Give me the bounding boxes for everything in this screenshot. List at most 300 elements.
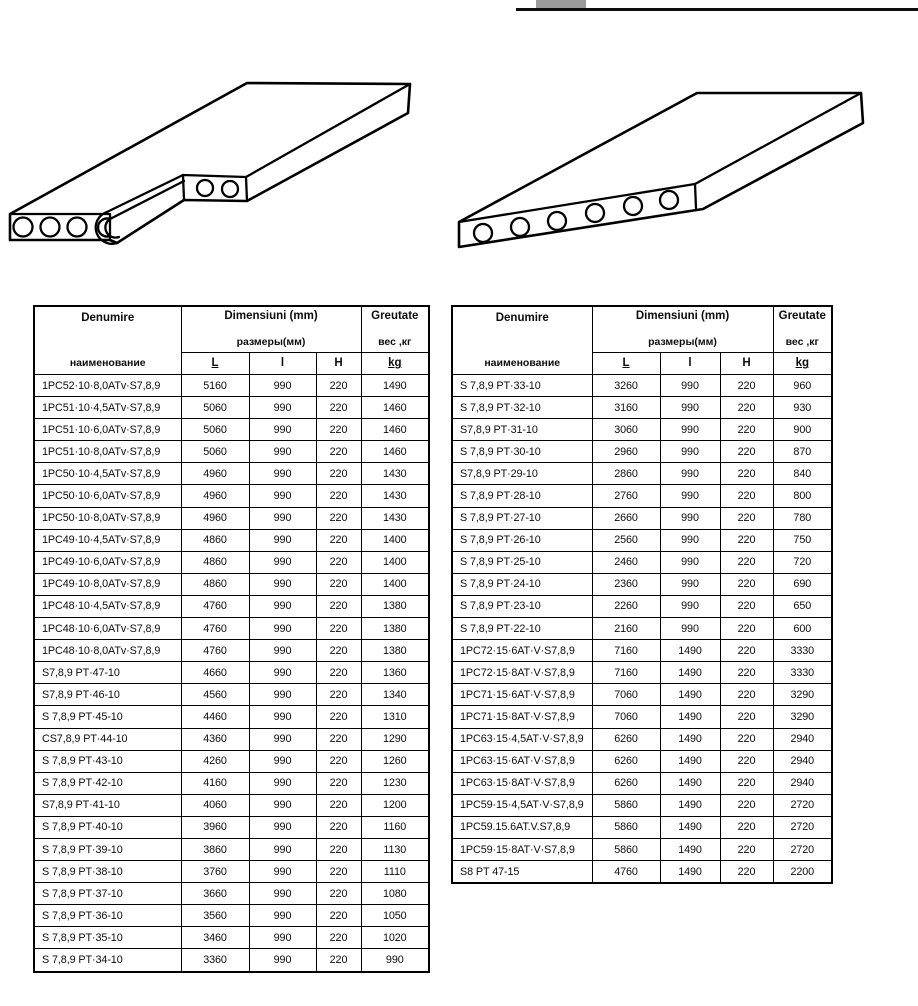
product-name-cell: S 7,8,9 PT·25-10 bbox=[452, 551, 592, 573]
value-cell: 990 bbox=[249, 485, 316, 507]
value-cell: 990 bbox=[249, 375, 316, 397]
value-cell: 990 bbox=[660, 573, 720, 595]
value-cell: 1490 bbox=[660, 816, 720, 838]
value-cell: 960 bbox=[773, 375, 832, 397]
value-cell: 220 bbox=[720, 551, 773, 573]
table-row bbox=[34, 463, 429, 485]
value-cell: 220 bbox=[720, 640, 773, 662]
value-cell: 5160 bbox=[181, 375, 249, 397]
table-row bbox=[34, 551, 429, 573]
value-cell: 2720 bbox=[773, 816, 832, 838]
table-body-right bbox=[452, 375, 832, 884]
product-name-cell: S 7,8,9 PT·40-10 bbox=[34, 816, 181, 838]
value-cell: 1490 bbox=[361, 375, 429, 397]
value-cell: 5860 bbox=[592, 794, 660, 816]
value-cell: 1490 bbox=[660, 640, 720, 662]
value-cell: 990 bbox=[249, 794, 316, 816]
value-cell: 650 bbox=[773, 595, 832, 617]
header-denumire bbox=[452, 306, 592, 375]
value-cell: 5060 bbox=[181, 441, 249, 463]
product-name-cell: S 7,8,9 PT·42-10 bbox=[34, 772, 181, 794]
header-dimensiuni-ro: Dimensiuni (mm) bbox=[224, 310, 318, 323]
table-row bbox=[452, 706, 832, 728]
value-cell: 4560 bbox=[181, 684, 249, 706]
product-name-cell: 1PC51·10·6,0ATv·S7,8,9 bbox=[34, 419, 181, 441]
product-name-cell: 1PC49·10·8,0ATv·S7,8,9 bbox=[34, 573, 181, 595]
value-cell: 990 bbox=[249, 662, 316, 684]
table-row bbox=[34, 706, 429, 728]
header-denumire-ru: наименование bbox=[484, 357, 561, 370]
table-row bbox=[34, 772, 429, 794]
value-cell: 1430 bbox=[361, 485, 429, 507]
value-cell: 990 bbox=[249, 397, 316, 419]
product-name-cell: S7,8,9 PT·47-10 bbox=[34, 662, 181, 684]
value-cell: 220 bbox=[720, 441, 773, 463]
product-name-cell: S 7,8,9 PT·35-10 bbox=[34, 927, 181, 949]
value-cell: 1160 bbox=[361, 816, 429, 838]
value-cell: 990 bbox=[249, 927, 316, 949]
value-cell: 1400 bbox=[361, 573, 429, 595]
value-cell: 990 bbox=[660, 507, 720, 529]
value-cell: 1020 bbox=[361, 927, 429, 949]
product-name-cell: S 7,8,9 PT·34-10 bbox=[34, 949, 181, 972]
product-name-cell: S 7,8,9 PT·32-10 bbox=[452, 397, 592, 419]
value-cell: 220 bbox=[720, 618, 773, 640]
value-cell: 220 bbox=[316, 883, 361, 905]
header-col-l: l bbox=[249, 352, 316, 374]
product-name-cell: S 7,8,9 PT·36-10 bbox=[34, 905, 181, 927]
value-cell: 5060 bbox=[181, 419, 249, 441]
product-name-cell: S7,8,9 PT·29-10 bbox=[452, 463, 592, 485]
value-cell: 220 bbox=[316, 375, 361, 397]
table-row bbox=[34, 949, 429, 972]
product-name-cell: 1PC50·10·8,0ATv·S7,8,9 bbox=[34, 507, 181, 529]
value-cell: 990 bbox=[660, 485, 720, 507]
value-cell: 2960 bbox=[592, 441, 660, 463]
spec-table-left bbox=[33, 305, 430, 973]
value-cell: 990 bbox=[249, 883, 316, 905]
value-cell: 1490 bbox=[660, 750, 720, 772]
value-cell: 750 bbox=[773, 529, 832, 551]
value-cell: 1080 bbox=[361, 883, 429, 905]
header-denumire-ro: Denumire bbox=[495, 312, 549, 324]
value-cell: 4160 bbox=[181, 772, 249, 794]
product-name-cell: S 7,8,9 PT·33-10 bbox=[452, 375, 592, 397]
value-cell: 220 bbox=[316, 750, 361, 772]
value-cell: 2940 bbox=[773, 772, 832, 794]
table-row bbox=[34, 640, 429, 662]
table-row bbox=[34, 883, 429, 905]
header-dimensiuni-ru: размеры(мм) bbox=[236, 335, 306, 348]
table-row bbox=[34, 375, 429, 397]
value-cell: 990 bbox=[660, 529, 720, 551]
header-denumire-ru: наименование bbox=[69, 357, 146, 370]
table-row bbox=[452, 441, 832, 463]
table-row bbox=[34, 662, 429, 684]
value-cell: 3960 bbox=[181, 816, 249, 838]
table-row bbox=[452, 816, 832, 838]
table-row bbox=[34, 485, 429, 507]
product-name-cell: 1PC71·15·6AT·V·S7,8,9 bbox=[452, 684, 592, 706]
header-dimensiuni bbox=[592, 306, 773, 352]
product-name-cell: S 7,8,9 PT·24-10 bbox=[452, 573, 592, 595]
product-name-cell: S 7,8,9 PT·30-10 bbox=[452, 441, 592, 463]
value-cell: 4760 bbox=[181, 595, 249, 617]
value-cell: 3860 bbox=[181, 838, 249, 860]
value-cell: 4760 bbox=[181, 640, 249, 662]
value-cell: 220 bbox=[720, 772, 773, 794]
value-cell: 220 bbox=[720, 485, 773, 507]
value-cell: 4660 bbox=[181, 662, 249, 684]
value-cell: 4960 bbox=[181, 463, 249, 485]
value-cell: 3160 bbox=[592, 397, 660, 419]
product-name-cell: S 7,8,9 PT·27-10 bbox=[452, 507, 592, 529]
product-name-cell: S7,8,9 PT·31-10 bbox=[452, 419, 592, 441]
product-name-cell: 1PC50·10·4,5ATv·S7,8,9 bbox=[34, 463, 181, 485]
value-cell: 220 bbox=[316, 463, 361, 485]
product-name-cell: S 7,8,9 PT·22-10 bbox=[452, 618, 592, 640]
value-cell: 990 bbox=[249, 618, 316, 640]
product-name-cell: 1PC50·10·6,0ATv·S7,8,9 bbox=[34, 485, 181, 507]
value-cell: 220 bbox=[316, 772, 361, 794]
value-cell: 220 bbox=[720, 861, 773, 884]
value-cell: 220 bbox=[316, 507, 361, 529]
header-denumire bbox=[34, 306, 181, 375]
value-cell: 930 bbox=[773, 397, 832, 419]
table-row bbox=[452, 573, 832, 595]
value-cell: 1430 bbox=[361, 507, 429, 529]
value-cell: 220 bbox=[316, 573, 361, 595]
value-cell: 4260 bbox=[181, 750, 249, 772]
value-cell: 4960 bbox=[181, 507, 249, 529]
value-cell: 990 bbox=[660, 375, 720, 397]
value-cell: 6260 bbox=[592, 728, 660, 750]
value-cell: 6260 bbox=[592, 750, 660, 772]
product-name-cell: 1PC72·15·6AT·V·S7,8,9 bbox=[452, 640, 592, 662]
value-cell: 1460 bbox=[361, 419, 429, 441]
value-cell: 3330 bbox=[773, 662, 832, 684]
value-cell: 990 bbox=[249, 441, 316, 463]
value-cell: 2860 bbox=[592, 463, 660, 485]
table-row bbox=[452, 419, 832, 441]
table-row bbox=[34, 595, 429, 617]
product-name-cell: CS7,8,9 PT·44-10 bbox=[34, 728, 181, 750]
table-header bbox=[34, 306, 429, 375]
product-name-cell: S 7,8,9 PT·45-10 bbox=[34, 706, 181, 728]
value-cell: 2200 bbox=[773, 861, 832, 884]
value-cell: 3290 bbox=[773, 684, 832, 706]
value-cell: 220 bbox=[316, 816, 361, 838]
value-cell: 4860 bbox=[181, 573, 249, 595]
value-cell: 1310 bbox=[361, 706, 429, 728]
value-cell: 5060 bbox=[181, 397, 249, 419]
value-cell: 1200 bbox=[361, 794, 429, 816]
window-edge-line bbox=[516, 8, 918, 11]
value-cell: 1360 bbox=[361, 662, 429, 684]
table-row bbox=[34, 794, 429, 816]
value-cell: 4060 bbox=[181, 794, 249, 816]
product-name-cell: 1PC59·15·8AT·V·S7,8,9 bbox=[452, 838, 592, 860]
slab-figures bbox=[0, 60, 918, 272]
value-cell: 2940 bbox=[773, 728, 832, 750]
table-row bbox=[34, 419, 429, 441]
value-cell: 220 bbox=[720, 684, 773, 706]
value-cell: 4760 bbox=[181, 618, 249, 640]
value-cell: 1290 bbox=[361, 728, 429, 750]
value-cell: 990 bbox=[660, 551, 720, 573]
value-cell: 3760 bbox=[181, 861, 249, 883]
value-cell: 990 bbox=[249, 816, 316, 838]
value-cell: 220 bbox=[316, 595, 361, 617]
value-cell: 220 bbox=[720, 728, 773, 750]
value-cell: 220 bbox=[316, 728, 361, 750]
value-cell: 990 bbox=[249, 595, 316, 617]
value-cell: 990 bbox=[249, 529, 316, 551]
product-name-cell: 1PC48·10·8,0ATv·S7,8,9 bbox=[34, 640, 181, 662]
product-name-cell: 1PC72·15·8AT·V·S7,8,9 bbox=[452, 662, 592, 684]
value-cell: 1490 bbox=[660, 838, 720, 860]
value-cell: 2560 bbox=[592, 529, 660, 551]
header-col-L: L bbox=[181, 352, 249, 374]
value-cell: 1110 bbox=[361, 861, 429, 883]
value-cell: 2660 bbox=[592, 507, 660, 529]
header-dimensiuni-ro: Dimensiuni (mm) bbox=[635, 310, 730, 323]
value-cell: 220 bbox=[720, 706, 773, 728]
value-cell: 1130 bbox=[361, 838, 429, 860]
value-cell: 1430 bbox=[361, 463, 429, 485]
value-cell: 990 bbox=[660, 441, 720, 463]
value-cell: 4460 bbox=[181, 706, 249, 728]
value-cell: 220 bbox=[720, 816, 773, 838]
table-row bbox=[34, 838, 429, 860]
header-col-H: H bbox=[720, 352, 773, 374]
value-cell: 220 bbox=[720, 750, 773, 772]
value-cell: 3330 bbox=[773, 640, 832, 662]
value-cell: 3560 bbox=[181, 905, 249, 927]
value-cell: 1490 bbox=[660, 684, 720, 706]
value-cell: 220 bbox=[316, 618, 361, 640]
value-cell: 1400 bbox=[361, 551, 429, 573]
value-cell: 990 bbox=[249, 728, 316, 750]
value-cell: 220 bbox=[720, 794, 773, 816]
header-greutate-ru: вес ,кг bbox=[785, 335, 819, 348]
value-cell: 4860 bbox=[181, 529, 249, 551]
value-cell: 1380 bbox=[361, 640, 429, 662]
table-row bbox=[452, 728, 832, 750]
value-cell: 220 bbox=[720, 507, 773, 529]
value-cell: 220 bbox=[316, 551, 361, 573]
product-name-cell: 1PC48·10·6,0ATv·S7,8,9 bbox=[34, 618, 181, 640]
product-name-cell: 1PC51·10·8,0ATv·S7,8,9 bbox=[34, 441, 181, 463]
product-name-cell: 1PC59·15·4,5AT·V·S7,8,9 bbox=[452, 794, 592, 816]
value-cell: 220 bbox=[720, 573, 773, 595]
table-row bbox=[452, 640, 832, 662]
value-cell: 990 bbox=[249, 573, 316, 595]
table-row bbox=[452, 507, 832, 529]
value-cell: 220 bbox=[316, 838, 361, 860]
table-row bbox=[452, 397, 832, 419]
value-cell: 600 bbox=[773, 618, 832, 640]
value-cell: 220 bbox=[316, 927, 361, 949]
value-cell: 990 bbox=[249, 861, 316, 883]
value-cell: 990 bbox=[249, 419, 316, 441]
header-greutate-ru: вес ,кг bbox=[378, 335, 412, 348]
value-cell: 1380 bbox=[361, 618, 429, 640]
value-cell: 1490 bbox=[660, 728, 720, 750]
product-name-cell: 1PC63·15·4,5AT·V·S7,8,9 bbox=[452, 728, 592, 750]
product-name-cell: S 7,8,9 PT·37-10 bbox=[34, 883, 181, 905]
table-body-left bbox=[34, 375, 429, 972]
value-cell: 990 bbox=[660, 595, 720, 617]
product-name-cell: 1PC49·10·6,0ATv·S7,8,9 bbox=[34, 551, 181, 573]
value-cell: 220 bbox=[720, 375, 773, 397]
value-cell: 990 bbox=[660, 463, 720, 485]
value-cell: 990 bbox=[249, 750, 316, 772]
value-cell: 1050 bbox=[361, 905, 429, 927]
value-cell: 220 bbox=[316, 949, 361, 972]
value-cell: 1460 bbox=[361, 441, 429, 463]
value-cell: 990 bbox=[249, 706, 316, 728]
value-cell: 4960 bbox=[181, 485, 249, 507]
value-cell: 7060 bbox=[592, 684, 660, 706]
value-cell: 990 bbox=[249, 838, 316, 860]
value-cell: 1490 bbox=[660, 662, 720, 684]
value-cell: 6260 bbox=[592, 772, 660, 794]
value-cell: 220 bbox=[316, 485, 361, 507]
value-cell: 7060 bbox=[592, 706, 660, 728]
product-name-cell: 1PC49·10·4,5ATv·S7,8,9 bbox=[34, 529, 181, 551]
value-cell: 990 bbox=[660, 397, 720, 419]
value-cell: 990 bbox=[249, 463, 316, 485]
value-cell: 2760 bbox=[592, 485, 660, 507]
product-name-cell: S 7,8,9 PT·38-10 bbox=[34, 861, 181, 883]
value-cell: 220 bbox=[316, 640, 361, 662]
value-cell: 220 bbox=[316, 861, 361, 883]
product-name-cell: S7,8,9 PT·46-10 bbox=[34, 684, 181, 706]
value-cell: 220 bbox=[316, 441, 361, 463]
value-cell: 690 bbox=[773, 573, 832, 595]
value-cell: 220 bbox=[720, 595, 773, 617]
value-cell: 1340 bbox=[361, 684, 429, 706]
product-name-cell: S7,8,9 PT·41-10 bbox=[34, 794, 181, 816]
product-name-cell: 1PC51·10·4,5ATv·S7,8,9 bbox=[34, 397, 181, 419]
value-cell: 3360 bbox=[181, 949, 249, 972]
product-name-cell: 1PC59.15.6AT.V.S7,8,9 bbox=[452, 816, 592, 838]
product-name-cell: 1PC63·15·6AT·V·S7,8,9 bbox=[452, 750, 592, 772]
value-cell: 220 bbox=[316, 419, 361, 441]
value-cell: 220 bbox=[720, 662, 773, 684]
value-cell: 2940 bbox=[773, 750, 832, 772]
value-cell: 7160 bbox=[592, 662, 660, 684]
value-cell: 220 bbox=[720, 419, 773, 441]
table-row bbox=[452, 838, 832, 860]
table-row bbox=[34, 750, 429, 772]
table-row bbox=[452, 463, 832, 485]
value-cell: 220 bbox=[316, 794, 361, 816]
value-cell: 3460 bbox=[181, 927, 249, 949]
header-dimensiuni bbox=[181, 306, 361, 352]
value-cell: 3290 bbox=[773, 706, 832, 728]
value-cell: 1490 bbox=[660, 772, 720, 794]
product-name-cell: S 7,8,9 PT·28-10 bbox=[452, 485, 592, 507]
value-cell: 5860 bbox=[592, 838, 660, 860]
value-cell: 3060 bbox=[592, 419, 660, 441]
spec-table-right bbox=[451, 305, 833, 884]
value-cell: 990 bbox=[249, 551, 316, 573]
value-cell: 4360 bbox=[181, 728, 249, 750]
value-cell: 1260 bbox=[361, 750, 429, 772]
value-cell: 780 bbox=[773, 507, 832, 529]
header-greutate bbox=[361, 306, 429, 352]
value-cell: 2160 bbox=[592, 618, 660, 640]
value-cell: 1490 bbox=[660, 794, 720, 816]
table-row bbox=[34, 507, 429, 529]
product-name-cell: 1PC52·10·8,0ATv·S7,8,9 bbox=[34, 375, 181, 397]
header-greutate-ro: Greutate bbox=[778, 310, 826, 323]
value-cell: 220 bbox=[316, 662, 361, 684]
value-cell: 840 bbox=[773, 463, 832, 485]
value-cell: 990 bbox=[249, 949, 316, 972]
value-cell: 870 bbox=[773, 441, 832, 463]
header-greutate bbox=[773, 306, 832, 352]
hollow-core-slab-side-drawing bbox=[459, 93, 863, 247]
table-row bbox=[452, 861, 832, 884]
header-col-L: L bbox=[592, 352, 660, 374]
header-greutate-ro: Greutate bbox=[371, 310, 419, 323]
value-cell: 5860 bbox=[592, 816, 660, 838]
header-col-l: l bbox=[660, 352, 720, 374]
header-dimensiuni-ru: размеры(мм) bbox=[648, 335, 717, 348]
value-cell: 2260 bbox=[592, 595, 660, 617]
value-cell: 220 bbox=[316, 905, 361, 927]
value-cell: 220 bbox=[720, 463, 773, 485]
value-cell: 2360 bbox=[592, 573, 660, 595]
value-cell: 3660 bbox=[181, 883, 249, 905]
table-row bbox=[452, 684, 832, 706]
value-cell: 1380 bbox=[361, 595, 429, 617]
product-name-cell: S 7,8,9 PT·43-10 bbox=[34, 750, 181, 772]
value-cell: 7160 bbox=[592, 640, 660, 662]
value-cell: 990 bbox=[249, 507, 316, 529]
value-cell: 220 bbox=[316, 684, 361, 706]
table-row bbox=[452, 662, 832, 684]
header-denumire-ro: Denumire bbox=[81, 312, 135, 324]
value-cell: 990 bbox=[249, 905, 316, 927]
table-row bbox=[34, 861, 429, 883]
value-cell: 4860 bbox=[181, 551, 249, 573]
product-name-cell: 1PC71·15·8AT·V·S7,8,9 bbox=[452, 706, 592, 728]
header-col-kg: kg bbox=[773, 352, 832, 374]
table-row bbox=[452, 375, 832, 397]
table-row bbox=[452, 485, 832, 507]
product-name-cell: 1PC48·10·4,5ATv·S7,8,9 bbox=[34, 595, 181, 617]
header-col-kg: kg bbox=[361, 352, 429, 374]
value-cell: 3260 bbox=[592, 375, 660, 397]
hollow-core-slab-cutaway-drawing bbox=[10, 83, 410, 244]
table-row bbox=[452, 529, 832, 551]
value-cell: 1490 bbox=[660, 706, 720, 728]
table-header bbox=[452, 306, 832, 375]
value-cell: 990 bbox=[361, 949, 429, 972]
product-name-cell: S 7,8,9 PT·39-10 bbox=[34, 838, 181, 860]
value-cell: 4760 bbox=[592, 861, 660, 884]
value-cell: 990 bbox=[660, 419, 720, 441]
table-row bbox=[34, 728, 429, 750]
table-row bbox=[452, 794, 832, 816]
value-cell: 220 bbox=[720, 529, 773, 551]
table-row bbox=[452, 618, 832, 640]
value-cell: 2720 bbox=[773, 794, 832, 816]
